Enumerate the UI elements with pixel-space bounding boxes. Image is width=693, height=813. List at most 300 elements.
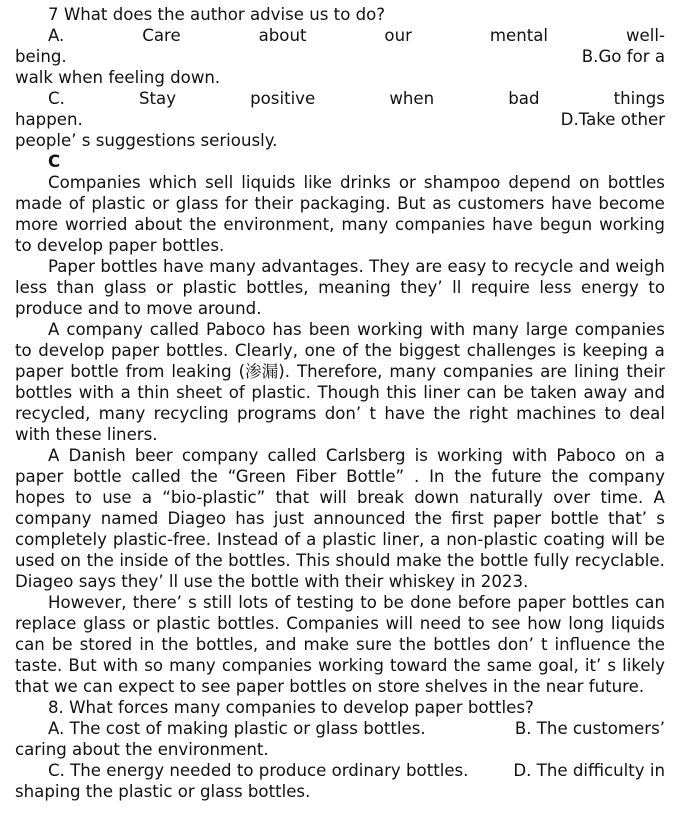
- word: paper: [15, 362, 64, 381]
- word: machines: [516, 404, 597, 423]
- word: this: [386, 383, 417, 402]
- word: depend: [508, 173, 571, 192]
- word: or: [155, 278, 173, 297]
- q8-option-d-end: shaping the plastic or glass bottles.: [15, 782, 311, 801]
- q8-option-c: C. The energy needed to produce ordinary bottles.: [48, 761, 469, 780]
- word: Fiber: [295, 467, 337, 486]
- word: begun: [539, 215, 593, 234]
- word: Carlsberg: [325, 446, 406, 465]
- word: or: [398, 173, 416, 192]
- word: environment,: [223, 215, 335, 234]
- word: lots: [238, 593, 269, 612]
- word: need: [419, 614, 462, 633]
- word: bottles: [571, 593, 629, 612]
- passage-line: [15, 382, 665, 403]
- word: break: [357, 488, 404, 507]
- word: away: [583, 383, 628, 402]
- word: glass: [175, 194, 219, 213]
- passage-line: [15, 487, 665, 508]
- passage-line: [15, 277, 665, 298]
- word: completely: [15, 530, 107, 549]
- word: a: [141, 488, 152, 507]
- q8-option-b-end: caring about the environment.: [15, 740, 269, 759]
- question-8: 8. What forces many companies to develop paper bottles?: [48, 698, 534, 717]
- word: and: [265, 635, 297, 654]
- word: companies: [574, 320, 665, 339]
- q8-option-d: D. The difficulty in: [513, 761, 665, 780]
- word: Companies: [286, 614, 379, 633]
- word: company: [15, 509, 92, 528]
- q7-option-b: B.Go for a: [581, 47, 665, 66]
- word: working: [318, 656, 384, 675]
- word: many: [169, 656, 216, 675]
- word: naturally: [469, 488, 543, 507]
- q7-option-a: [15, 25, 665, 46]
- word: many: [98, 404, 146, 423]
- word: don’: [324, 404, 362, 423]
- word: can: [466, 383, 497, 402]
- word: be: [644, 530, 665, 549]
- passage-line: [15, 256, 665, 277]
- word: for: [225, 194, 248, 213]
- passage-line: [15, 172, 665, 193]
- word: future: [491, 467, 542, 486]
- word: is: [562, 341, 576, 360]
- word: bottle: [479, 551, 529, 570]
- word: become: [598, 194, 665, 213]
- q7-option-b-end: walk when feeling down.: [15, 68, 221, 87]
- word: sure: [356, 635, 392, 654]
- word: But: [397, 194, 426, 213]
- word: on: [60, 551, 82, 570]
- word: that’: [608, 509, 648, 528]
- word: packaging.: [299, 194, 391, 213]
- word: liner,: [382, 530, 425, 549]
- passage-line: [15, 214, 665, 235]
- section-label: C: [48, 152, 61, 171]
- word: the: [189, 215, 217, 234]
- word: Paper: [48, 257, 95, 276]
- word: beer: [134, 446, 173, 465]
- passage-line: [15, 508, 665, 529]
- word: In: [429, 467, 445, 486]
- passage-line: [15, 529, 665, 550]
- word: just: [273, 509, 305, 528]
- word: as: [432, 194, 452, 213]
- word: still: [203, 593, 232, 612]
- word: develop: [38, 341, 105, 360]
- word: announced: [313, 509, 406, 528]
- word: Though: [317, 383, 380, 402]
- q8-option-a: A. The cost of making plastic or glass bottles.: [48, 719, 426, 738]
- word: t: [369, 404, 377, 423]
- word: are: [415, 257, 443, 276]
- q7-option-d-end: people’ s suggestions seriously.: [15, 131, 278, 150]
- word: A: [48, 446, 60, 465]
- word: to: [648, 278, 665, 297]
- word: a: [430, 530, 441, 549]
- word: a: [120, 383, 131, 402]
- word: should: [335, 551, 391, 570]
- word: biggest: [398, 341, 461, 360]
- word: of: [342, 341, 359, 360]
- passage-line: [15, 319, 665, 340]
- word: testing: [296, 593, 355, 612]
- q7-option-a-end: being.: [15, 47, 67, 66]
- word: first: [451, 509, 484, 528]
- word: company: [588, 467, 665, 486]
- word: time.: [600, 488, 644, 507]
- word: named: [100, 509, 159, 528]
- word: Care: [142, 26, 181, 45]
- word: the: [86, 551, 114, 570]
- word: keeping: [582, 341, 649, 360]
- word: less: [15, 278, 48, 297]
- q7-option-c: [15, 88, 665, 109]
- word: plastic: [182, 278, 237, 297]
- word: use: [102, 488, 132, 507]
- word: long: [568, 614, 605, 633]
- word: However,: [48, 593, 127, 612]
- word: Diageo: [167, 509, 226, 528]
- word: thin: [137, 383, 170, 402]
- word: “bio-plastic”: [162, 488, 266, 507]
- word: worried: [64, 215, 128, 234]
- word: and: [578, 257, 610, 276]
- word: to: [15, 341, 32, 360]
- word: has: [235, 509, 265, 528]
- word: to: [75, 488, 92, 507]
- word: glass: [83, 614, 126, 633]
- passage-line: with these liners.: [15, 425, 158, 444]
- word: see: [491, 614, 521, 633]
- word: (渗漏).: [238, 362, 290, 381]
- word: is: [414, 446, 428, 465]
- word: bottles.: [165, 341, 229, 360]
- word: well-: [625, 26, 665, 45]
- passage-line: [15, 655, 665, 676]
- word: with: [429, 320, 466, 339]
- word: bottle: [70, 362, 119, 381]
- word: on: [624, 446, 646, 465]
- word: working: [357, 320, 423, 339]
- word: They: [369, 257, 410, 276]
- word: a: [654, 446, 665, 465]
- word: be: [51, 635, 73, 654]
- word: bottle: [550, 509, 599, 528]
- word: the: [433, 404, 461, 423]
- word: taken: [530, 383, 577, 402]
- word: toward: [389, 656, 448, 675]
- passage-line: [15, 340, 665, 361]
- word: called: [131, 467, 181, 486]
- word: called: [267, 446, 317, 465]
- word: than: [56, 278, 95, 297]
- word: bottles,: [246, 278, 309, 297]
- word: lining: [573, 362, 620, 381]
- word: be: [503, 383, 524, 402]
- word: same: [486, 656, 532, 675]
- word: paper: [15, 467, 64, 486]
- word: which: [148, 173, 198, 192]
- word: been: [308, 320, 351, 339]
- word: many: [472, 320, 519, 339]
- word: that: [275, 488, 310, 507]
- word: s: [607, 656, 617, 675]
- word: plastic: [156, 614, 211, 633]
- word: the: [414, 509, 442, 528]
- word: meaning: [318, 278, 391, 297]
- word: made: [15, 194, 63, 213]
- word: in: [139, 635, 155, 654]
- word: a: [306, 530, 317, 549]
- word: s: [188, 593, 197, 612]
- word: their: [626, 362, 665, 381]
- word: they’: [400, 278, 443, 297]
- word: or: [152, 194, 170, 213]
- word: the: [551, 467, 579, 486]
- word: “Green: [227, 467, 286, 486]
- word: many: [209, 257, 256, 276]
- word: working: [437, 446, 503, 465]
- word: one: [304, 341, 336, 360]
- word: t: [540, 635, 548, 654]
- word: more: [15, 215, 58, 234]
- q8-option-b: B. The customers’: [514, 719, 665, 738]
- word: But: [68, 656, 97, 675]
- word: taste.: [15, 656, 63, 675]
- passage-line: [15, 634, 665, 655]
- word: has: [272, 320, 302, 339]
- word: Therefore,: [296, 362, 383, 381]
- word: companies: [443, 362, 534, 381]
- word: plastic.: [251, 383, 311, 402]
- word: This: [296, 551, 331, 570]
- passage-line: Diageo says they’ ll use the bottle with their whiskey in 2023.: [15, 572, 529, 591]
- word: of: [228, 383, 245, 402]
- word: with: [78, 383, 114, 402]
- word: drinks: [340, 173, 391, 192]
- word: likely: [622, 656, 665, 675]
- word: bottles.: [228, 551, 291, 570]
- word: from: [125, 362, 165, 381]
- word: working: [599, 215, 665, 234]
- word: to: [360, 593, 377, 612]
- question-7: 7 What does the author advise us to do?: [48, 5, 386, 24]
- word: will: [385, 614, 414, 633]
- word: .: [413, 467, 420, 486]
- word: shampoo: [423, 173, 501, 192]
- word: will: [319, 488, 347, 507]
- word: used: [15, 551, 55, 570]
- word: easy: [447, 257, 487, 276]
- word: of: [173, 551, 190, 570]
- word: can: [635, 593, 665, 612]
- word: companies: [395, 215, 486, 234]
- word: liner: [423, 383, 461, 402]
- word: have: [162, 257, 204, 276]
- word: be: [383, 593, 404, 612]
- passage-line: that we can expect to see paper bottles on store shelves in the near future.: [15, 677, 645, 696]
- word: A: [48, 320, 60, 339]
- word: it’: [584, 656, 602, 675]
- word: to: [468, 614, 485, 633]
- word: bottles,: [195, 635, 259, 654]
- word: make: [303, 635, 349, 654]
- word: with: [102, 656, 139, 675]
- word: on: [579, 173, 600, 192]
- word: or: [132, 614, 150, 633]
- word: will: [610, 530, 639, 549]
- word: can: [15, 635, 45, 654]
- word: large: [525, 320, 568, 339]
- word: plastic-free.: [112, 530, 212, 549]
- word: bottle: [73, 467, 122, 486]
- word: the: [364, 341, 392, 360]
- word: bottles: [433, 635, 491, 654]
- word: recycled,: [15, 404, 91, 423]
- word: the: [195, 551, 223, 570]
- word: many: [341, 215, 389, 234]
- word: have: [551, 194, 592, 213]
- word: paper: [110, 341, 160, 360]
- word: the: [637, 635, 665, 654]
- word: companies: [221, 656, 312, 675]
- word: less: [539, 278, 572, 297]
- word: of: [284, 530, 301, 549]
- word: with: [512, 446, 548, 465]
- q7-option-c-end: happen.: [15, 110, 83, 129]
- word: glass: [103, 278, 147, 297]
- word: make: [396, 551, 442, 570]
- word: weigh: [615, 257, 665, 276]
- word: about: [134, 215, 183, 234]
- word: Bottle”: [346, 467, 405, 486]
- word: hopes: [15, 488, 66, 507]
- word: the: [453, 656, 481, 675]
- word: and: [633, 383, 665, 402]
- passage-line: [15, 361, 665, 382]
- word: when: [389, 89, 435, 108]
- q7-option-d: D.Take other: [560, 110, 665, 129]
- passage-line: [15, 445, 665, 466]
- word: called: [149, 320, 200, 339]
- word: bottles.: [217, 614, 280, 633]
- word: the: [161, 635, 189, 654]
- word: the: [398, 635, 427, 654]
- word: positive: [250, 89, 316, 108]
- word: energy: [581, 278, 639, 297]
- word: liquids: [610, 614, 665, 633]
- word: Clearly,: [234, 341, 299, 360]
- word: non-plastic: [446, 530, 538, 549]
- word: Stay: [138, 89, 177, 108]
- word: to: [604, 404, 622, 423]
- word: recycling: [153, 404, 229, 423]
- passage-line: produce and to move around.: [15, 299, 262, 318]
- word: of: [68, 194, 85, 213]
- word: the: [447, 551, 475, 570]
- word: liquids: [241, 173, 296, 192]
- word: many: [389, 362, 437, 381]
- word: bottles: [607, 173, 665, 192]
- word: s: [656, 509, 665, 528]
- word: sheet: [176, 383, 223, 402]
- passage-line: [15, 550, 665, 571]
- word: inside: [119, 551, 169, 570]
- word: a: [654, 341, 665, 360]
- word: Companies: [48, 173, 141, 192]
- word: paper: [492, 509, 542, 528]
- word: their: [254, 194, 294, 213]
- passage-line: [15, 193, 665, 214]
- word: done: [410, 593, 452, 612]
- word: bad: [508, 89, 540, 108]
- word: to: [491, 257, 509, 276]
- word: deal: [629, 404, 665, 423]
- word: about: [258, 26, 307, 45]
- word: our: [384, 26, 412, 45]
- word: the: [190, 467, 218, 486]
- word: plastic: [91, 194, 146, 213]
- word: A.: [48, 26, 65, 45]
- passage-line: [15, 613, 665, 634]
- word: A: [653, 488, 665, 507]
- passage-line: [15, 403, 665, 424]
- passage-line: to develop paper bottles.: [15, 236, 225, 255]
- word: recyclable.: [574, 551, 665, 570]
- word: sell: [205, 173, 234, 192]
- passage-line: [15, 592, 665, 613]
- word: have: [384, 404, 426, 423]
- word: Danish: [68, 446, 126, 465]
- word: challenges: [466, 341, 556, 360]
- word: advantages.: [261, 257, 364, 276]
- word: plastic: [322, 530, 377, 549]
- word: mental: [489, 26, 549, 45]
- word: how: [527, 614, 562, 633]
- word: right: [468, 404, 508, 423]
- word: down: [414, 488, 460, 507]
- word: customers: [457, 194, 545, 213]
- word: C.: [48, 89, 65, 108]
- word: goal,: [538, 656, 579, 675]
- word: require: [470, 278, 530, 297]
- word: company: [66, 320, 143, 339]
- word: ll: [452, 278, 462, 297]
- word: the: [454, 467, 482, 486]
- word: bottles: [100, 257, 158, 276]
- word: so: [144, 656, 163, 675]
- word: Paboco: [556, 446, 616, 465]
- word: leaking: [171, 362, 232, 381]
- word: programs: [236, 404, 317, 423]
- word: over: [553, 488, 591, 507]
- word: have: [492, 215, 533, 234]
- word: influence: [554, 635, 631, 654]
- word: fully: [533, 551, 570, 570]
- word: company: [181, 446, 259, 465]
- word: don’: [497, 635, 534, 654]
- passage-line: [15, 466, 665, 487]
- word: before: [457, 593, 512, 612]
- word: of: [274, 593, 291, 612]
- word: paper: [517, 593, 566, 612]
- word: there’: [132, 593, 182, 612]
- word: things: [613, 89, 665, 108]
- word: stored: [79, 635, 133, 654]
- word: are: [540, 362, 567, 381]
